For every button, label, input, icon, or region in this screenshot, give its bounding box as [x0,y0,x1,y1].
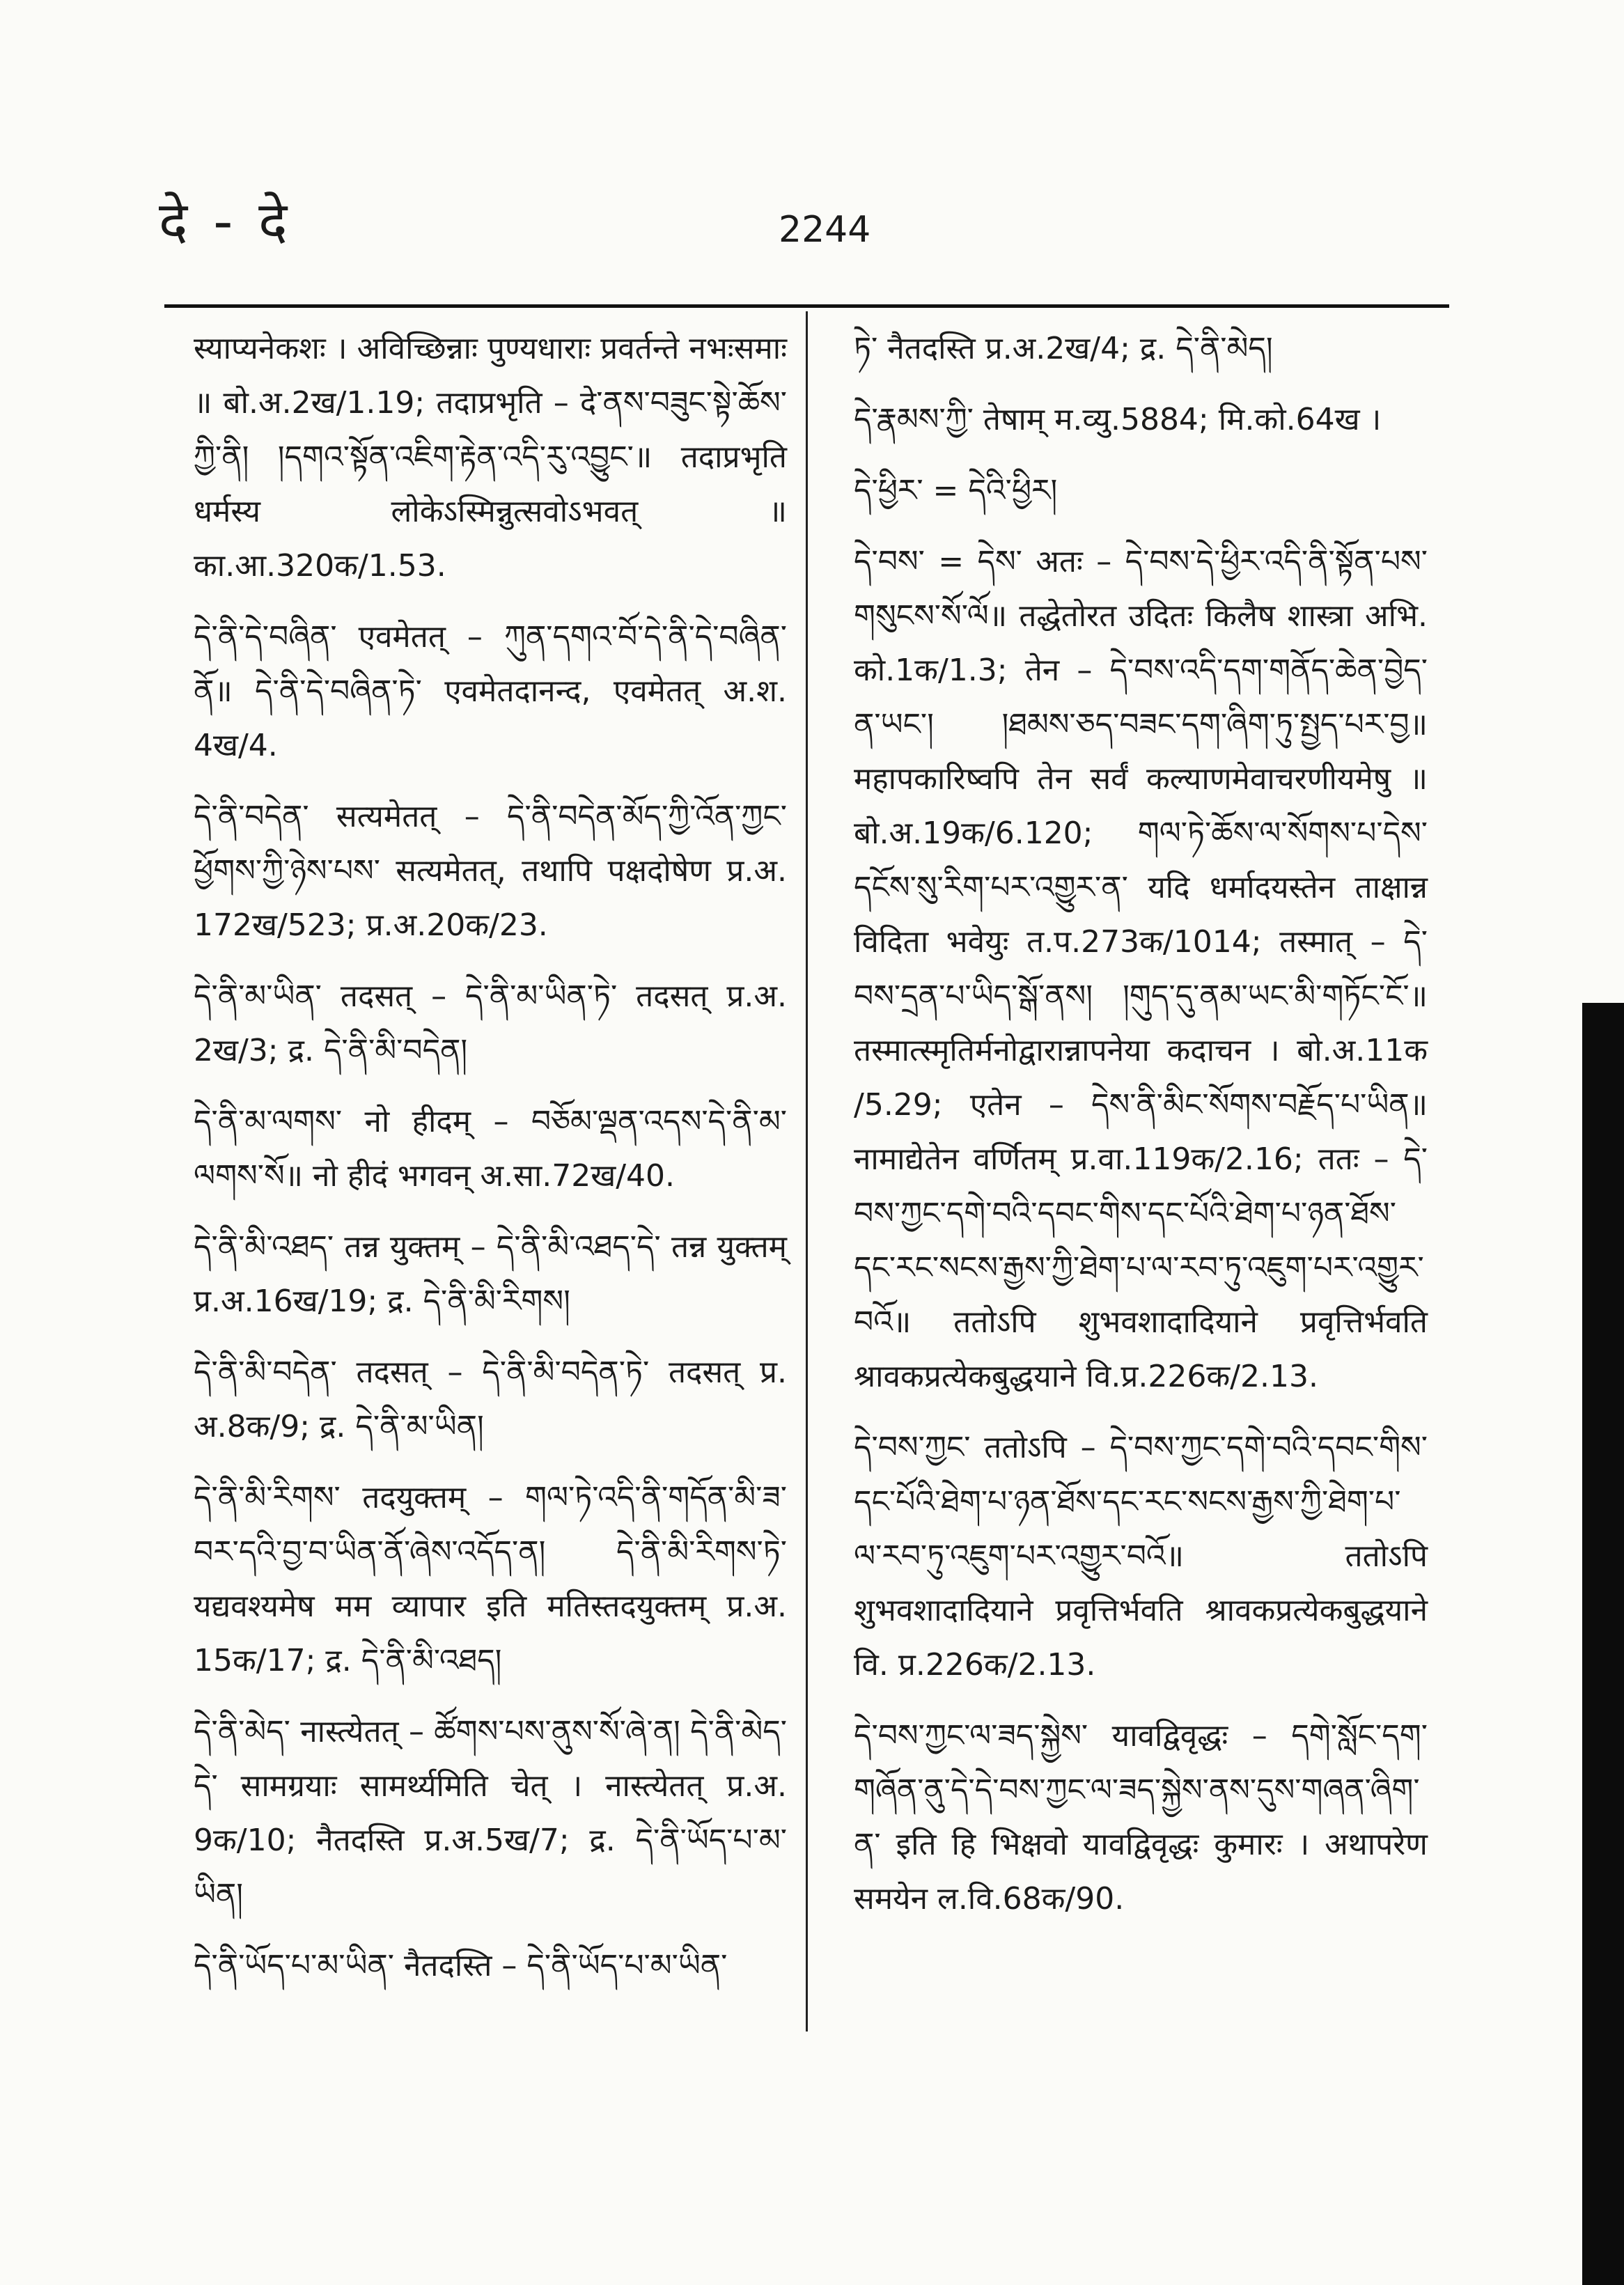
entry-text: དེ་ནི་བདེན་ सत्यमेतत् – དེ་ནི་བདེན་མོད་ཀྱི་འོན་ཀྱང་ཕྱོགས་ཀྱི་ཉེས་པས་ सत्यमेतत्, तथापि पक्षदोषेण प्र.अ. 172ख/523; प्र.अ.20क/23. [194,799,787,943]
entry-text: स्याप्यनेकशः । अविच्छिन्नाः पुण्यधाराः प्रवर्तन्ते नभःसमाः ॥ बो.अ.2ख/1.19; तदाप्रभृति – दे་ནས་བཟུང་སྟེ་ཆོས་ཀྱི་ནི། །དགའ་སྟོན་འཇིག་རྟེན་འདི་རུ་འབྱུང་॥ तदाप्रभृति धर्मस्य लोकेऽस्मिन्नुत्सवोऽभवत् ॥ का.आ.320क/1.53. [194,331,787,584]
scan-edge-shadow [1582,1003,1624,2285]
entry-text: དེ་བས་ཀྱང་ལ་ཟད་སྐྱེས་ यावद्विवृद्धः – དགེ་སློང་དག་གཞོན་ནུ་དེ་དེ་བས་ཀྱང་ལ་ཟད་སྐྱེས་ནས་དུས་གཞན་ཞིག་ན་ इति हि भिक्षवो यावद्विवृद्धः कुमारः । अथापरेण समयेन ल.वि.68क/90. [854,1718,1428,1917]
dictionary-entry [854,1421,1428,1692]
dictionary-entry [854,322,1428,376]
page-number: 2244 [779,209,871,251]
dictionary-entry [854,535,1428,1404]
right-column [854,322,1428,1943]
dictionary-entry [194,1095,787,1203]
dictionary-entry [854,1709,1428,1926]
entry-text: དེ་ནི་མ་ལགས་ नो हीदम् – བཅོམ་ལྡན་འདས་དེ་ནི་མ་ལགས་སོ॥ नो हीदं भगवन् अ.सा.72ख/40. [194,1104,787,1194]
column-divider [806,311,808,2031]
entry-text: དེ་ནི་མ་ཡིན་ तदसत् – དེ་ནི་མ་ཡིན་ཏེ་ तदसत् प्र.अ. 2ख/3; द्र. དེ་ནི་མི་བདེན། [194,978,787,1068]
entry-text: དེ་ནི་མི་རིགས་ तदयुक्तम् – གལ་ཏེ་འདི་ནི་གདོན་མི་ཟ་བར་དའི་བྱ་བ་ཡིན་ནོ་ཞེས་འདོད་ན། དེ་ནི་མི་རིགས་ཏེ་ यद्यवश्यमेष मम व्यापार इति मतिस्तदयुक्तम् प्र.अ. 15क/17; द्र. དེ་ནི་མི་འཐད། [194,1480,787,1678]
dictionary-entry [194,1939,787,1993]
entry-text: ཏེ་ नैतदस्ति प्र.अ.2ख/4; द्र. དེ་ནི་མེད། [854,331,1273,366]
entry-text: དེ་ནི་ཡོད་པ་མ་ཡིན་ नैतदस्ति – དེ་ནི་ཡོད་པ་མ་ཡིན་ [194,1948,728,1983]
dictionary-entry [194,1220,787,1329]
entry-text: དེ་ནི་མི་བདེན་ तदसत् – དེ་ནི་མི་བདེན་ཏེ་ तदसत् प्र. अ.8क/9; द्र. དེ་ནི་མ་ཡིན། [194,1355,787,1444]
dictionary-entry [194,1471,787,1688]
dictionary-entry [194,969,787,1078]
entry-text: དེ་བས་ = དེས་ अतः – དེ་བས་དེ་ཕྱིར་འདི་ནི་སྟོན་པས་གསུངས་སོ་ལོ॥ तद्धेतोरत उदितः किलैष शास्त्रा अभि. को.1क/1.3; तेन – དེ་བས་འདི་དག་གནོད་ཆེན་བྱེད་ན་ཡང་། །ཐམས་ཅད་བཟང་དག་ཞིག་ཏུ་སྤྱད་པར་བྱ॥ महापकारिष्वपि तेन सर्वं कल्याणमेवाचरणीयमेषु ॥ बो.अ.19क/6.120; གལ་ཏེ་ཆོས་ལ་སོགས་པ་དེས་དངོས་སུ་རིག་པར་འགྱུར་ན་ यदि धर्मादयस्तेन ताक्षान्न विदिता भवेयुः त.प.273क/1014; तस्मात् – དེ་བས་དྲན་པ་ཡིད་སྒོ་ནས། །གུད་དུ་ནམ་ཡང་མི་གཏོང་ངོ་॥ तस्मात्स्मृतिर्मनोद्वारान्नापनेया कदाचन । बो.अ.11क /5.29; एतेन – དེས་ནི་མིང་སོགས་བརྗོད་པ་ཡིན॥ नामाद्येतेन वर्णितम् प्र.वा.119क/2.16; ततः – དེ་བས་ཀྱང་དགེ་བའི་དབང་གིས་དང་པོའི་ཐེག་པ་ཉན་ཐོས་དང་རང་སངས་རྒྱས་ཀྱི་ཐེག་པ་ལ་རབ་ཏུ་འཇུག་པར་འགྱུར་བའོ॥ ततोऽपि शुभवशादादियाने प्रवृत्तिर्भवति श्रावकप्रत्येकबुद्धयाने वि.प्र.226क/2.13. [854,544,1428,1394]
dictionary-entry [194,790,787,953]
dictionary-entry [854,464,1428,518]
entry-text: དེ་རྣམས་ཀྱི་ तेषाम् म.व्यु.5884; मि.को.64ख । [854,402,1382,437]
entry-text: དེ་ནི་དེ་བཞིན་ एवमेतत् – ཀུན་དགའ་བོ་དེ་ནི་དེ་བཞིན་ནོ॥ དེ་ནི་དེ་བཞིན་ཏེ་ एवमेतदानन्द, एवमेतत् अ.श. 4ख/4. [194,619,787,763]
dictionary-entry [194,322,787,593]
dictionary-entry [194,1346,787,1454]
entry-text: དེ་ནི་མེད་ नास्त्येतत् – ཚོགས་པས་ནུས་སོ་ཞེ་ན། དེ་ནི་མེད་དེ་ सामग्रयाः सामर्थ्यमिति चेत् । नास्त्येतत् प्र.अ. 9क/10; नैतदस्ति प्र.अ.5ख/7; द्र. དེ་ནི་ཡོད་པ་མ་ཡིན། [194,1714,787,1912]
dictionary-entry [854,393,1428,447]
entry-text: དེ་ནི་མི་འཐད་ तन्न युक्तम् – དེ་ནི་མི་འཐད་དེ་ तन्न युक्तम् प्र.अ.16ख/19; द्र. དེ་ནི་མི་རིགས། [194,1229,787,1319]
entry-text: དེ་ཕྱིར་ = དེའི་ཕྱིར། [854,473,1058,508]
dictionary-entry [194,610,787,773]
header-rule [164,304,1449,308]
left-column [194,322,787,2010]
entry-text: དེ་བས་ཀྱང་ ततोऽपि – དེ་བས་ཀྱང་དགེ་བའི་དབང་གིས་དང་པོའི་ཐེག་པ་ཉན་ཐོས་དང་རང་སངས་རྒྱས་ཀྱི་ཐེག་པ་ལ་རབ་ཏུ་འཇུག་པར་འགྱུར་བའོ॥ ततोऽपि शुभवशादादियाने प्रवृत्तिर्भवति श्रावकप्रत्येकबुद्धयाने वि. प्र.226क/2.13. [854,1430,1428,1683]
running-head-guide-words: दे - दे [159,191,292,254]
dictionary-entry [194,1705,787,1922]
